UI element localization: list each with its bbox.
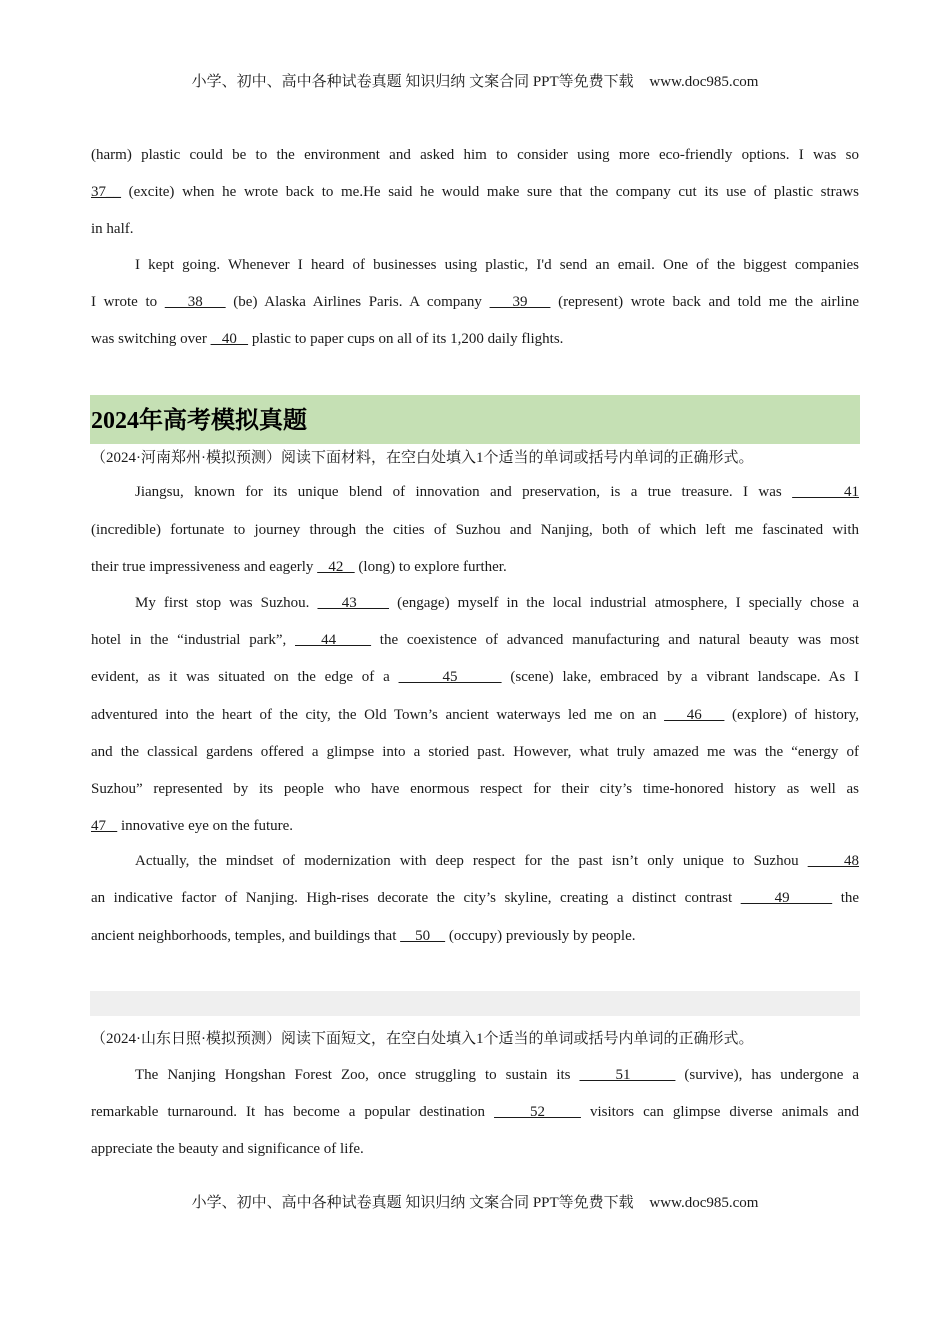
header-site-link[interactable]: www.doc985.com bbox=[649, 74, 759, 90]
text-segment: (be) Alaska Airlines Paris. A company bbox=[225, 294, 490, 310]
text-line bbox=[91, 292, 859, 312]
text-segment: appreciate the beauty and significance of life. bbox=[91, 1141, 364, 1157]
answer-blank: 48 bbox=[807, 853, 859, 869]
answer-blank: 50 bbox=[400, 928, 446, 944]
text-line bbox=[91, 1139, 859, 1159]
text-segment: and the classical gardens offered a glimpse into a storied past. However, what truly amazed me was the “energy of bbox=[91, 744, 859, 760]
text-segment: evident, as it was situated on the edge of a bbox=[91, 669, 399, 685]
instruction-rizhao: （2024·山东日照·模拟预测）阅读下面短文，在空白处填入1个适当的单词或括号内单词的正确形式。 bbox=[91, 1031, 754, 1047]
answer-blank: 40 bbox=[210, 331, 249, 347]
text-line bbox=[135, 482, 859, 502]
answer-blank: 44 bbox=[295, 632, 372, 648]
text-line bbox=[91, 779, 859, 799]
text-segment: Suzhou” represented by its people who have enormous respect for their city’s time-honored history as well as bbox=[91, 781, 859, 797]
answer-blank: 51 bbox=[579, 1067, 676, 1083]
text-segment: (explore) of history, bbox=[724, 707, 859, 723]
text-segment: plastic to paper cups on all of its 1,200 daily flights. bbox=[248, 331, 564, 347]
page-footer bbox=[0, 1191, 950, 1212]
header-text: 小学、初中、高中各种试卷真题 知识归纳 文案合同 PPT等免费下载 bbox=[191, 74, 634, 90]
answer-blank: 43 bbox=[317, 595, 390, 611]
text-segment: (occupy) previously by people. bbox=[445, 928, 636, 944]
answer-blank: 49 bbox=[740, 890, 833, 906]
answer-blank: 39 bbox=[489, 294, 551, 310]
text-line bbox=[135, 851, 859, 871]
text-line bbox=[91, 705, 859, 725]
text-line bbox=[91, 1102, 859, 1122]
text-segment: ancient neighborhoods, temples, and buildings that bbox=[91, 928, 401, 944]
text-segment: visitors can glimpse diverse animals and bbox=[580, 1104, 859, 1120]
text-line bbox=[91, 520, 859, 540]
answer-blank: 46 bbox=[664, 707, 725, 723]
text-segment: My first stop was Suzhou. bbox=[135, 595, 318, 611]
text-segment: (survive), has undergone a bbox=[675, 1067, 859, 1083]
text-segment: I kept going. Whenever I heard of businesses using plastic, I'd send an email. One of the biggest companies bbox=[135, 257, 859, 273]
text-segment: (incredible) fortunate to journey through the cities of Suzhou and Nanjing, both of which left me fascinated with bbox=[91, 522, 859, 538]
text-segment: hotel in the “industrial park”, bbox=[91, 632, 295, 648]
text-segment: I wrote to bbox=[91, 294, 165, 310]
text-line bbox=[91, 630, 859, 650]
text-line bbox=[91, 926, 859, 946]
text-segment: their true impressiveness and eagerly bbox=[91, 559, 318, 575]
text-segment: the coexistence of advanced manufacturing and natural beauty was most bbox=[371, 632, 859, 648]
text-line bbox=[91, 557, 859, 577]
text-segment: The Nanjing Hongshan Forest Zoo, once struggling to sustain its bbox=[135, 1067, 580, 1083]
text-line bbox=[135, 1065, 859, 1085]
footer-site-link[interactable]: www.doc985.com bbox=[649, 1195, 759, 1211]
instruction-zhengzhou: （2024·河南郑州·模拟预测）阅读下面材料，在空白处填入1个适当的单词或括号内单词的正确形式。 bbox=[91, 450, 754, 466]
text-segment: adventured into the heart of the city, the Old Town’s ancient waterways led me on an bbox=[91, 707, 665, 723]
text-segment: the bbox=[832, 890, 859, 906]
text-segment: (represent) wrote back and told me the airline bbox=[550, 294, 859, 310]
section-title: 2024年高考模拟真题 bbox=[91, 408, 307, 434]
text-line bbox=[91, 219, 859, 239]
text-segment: (excite) when he wrote back to me.He said he would make sure that the company cut its use of plastic straws bbox=[121, 184, 859, 200]
footer-text: 小学、初中、高中各种试卷真题 知识归纳 文案合同 PPT等免费下载 bbox=[191, 1195, 634, 1211]
text-line bbox=[91, 182, 859, 202]
answer-blank: 38 bbox=[164, 294, 226, 310]
text-segment: remarkable turnaround. It has become a popular destination bbox=[91, 1104, 495, 1120]
answer-blank: 45 bbox=[398, 669, 502, 685]
answer-blank: 37__ bbox=[91, 184, 121, 200]
text-segment: (scene) lake, embraced by a vibrant landscape. As I bbox=[501, 669, 859, 685]
text-line bbox=[91, 329, 859, 349]
answer-blank: 52 bbox=[494, 1104, 581, 1120]
answer-blank: 42 bbox=[317, 559, 355, 575]
text-segment: in half. bbox=[91, 221, 134, 237]
text-segment: (engage) myself in the local industrial atmosphere, I specially chose a bbox=[389, 595, 859, 611]
text-segment: an indicative factor of Nanjing. High-rises decorate the city’s skyline, creating a distinct contrast bbox=[91, 890, 741, 906]
text-line bbox=[91, 816, 859, 836]
text-segment: was switching over bbox=[91, 331, 211, 347]
text-segment: (long) to explore further. bbox=[354, 559, 507, 575]
text-line bbox=[91, 888, 859, 908]
separator-band bbox=[90, 991, 860, 1016]
text-line bbox=[91, 145, 859, 165]
answer-blank: 41 bbox=[792, 484, 859, 500]
answer-blank: 47 bbox=[91, 818, 118, 834]
text-line bbox=[135, 593, 859, 613]
text-segment: Actually, the mindset of modernization with deep respect for the past isn’t only unique to Suzhou bbox=[135, 853, 808, 869]
text-line bbox=[135, 255, 859, 275]
text-line bbox=[91, 742, 859, 762]
page-header bbox=[0, 70, 950, 91]
text-line bbox=[91, 667, 859, 687]
text-segment: (harm) plastic could be to the environment and asked him to consider using more eco-friendly options. I was so bbox=[91, 147, 859, 163]
text-segment: Jiangsu, known for its unique blend of innovation and preservation, is a true treasure. I was bbox=[135, 484, 793, 500]
text-segment: innovative eye on the future. bbox=[117, 818, 294, 834]
